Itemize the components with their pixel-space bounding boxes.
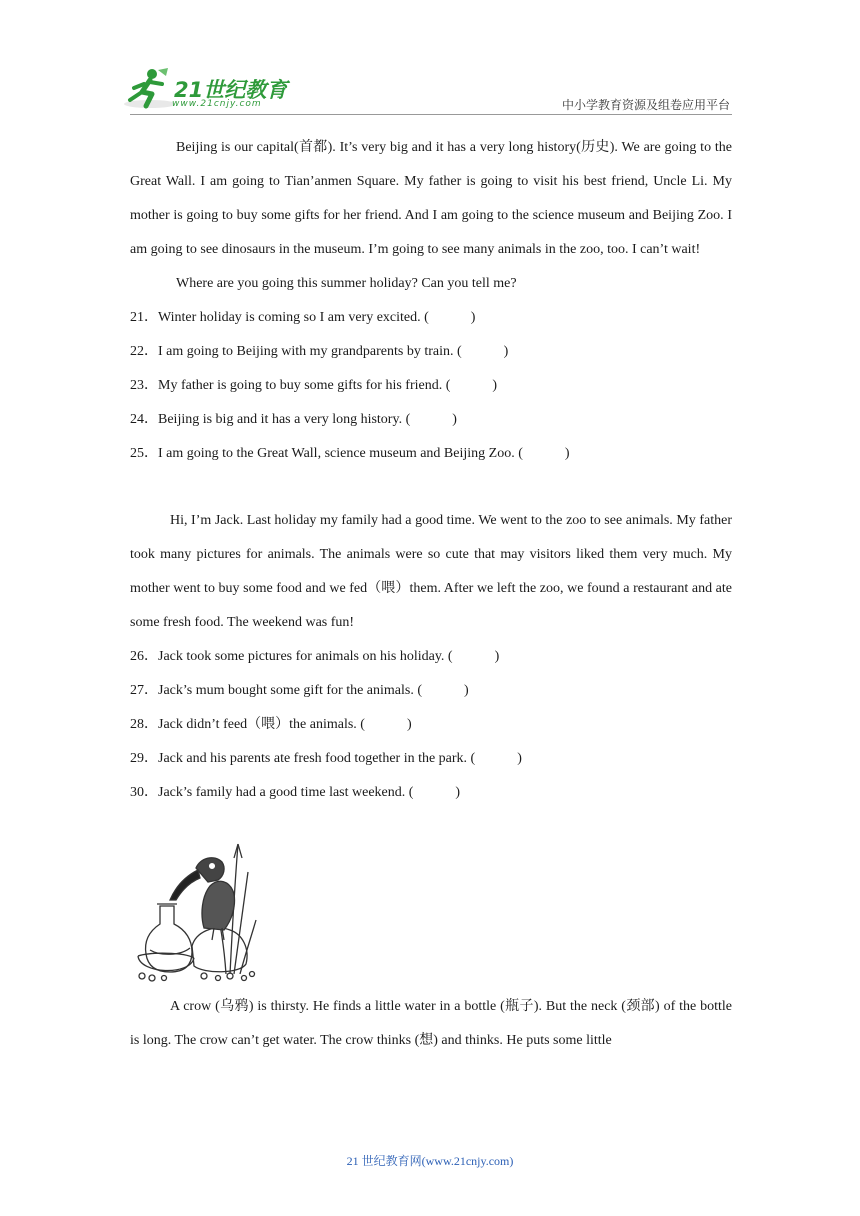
page-header bbox=[0, 0, 860, 120]
runner-logo-icon bbox=[122, 66, 174, 114]
page-footer[interactable]: 21 世纪教育网(www.21cnjy.com) bbox=[346, 1154, 514, 1168]
header-divider bbox=[130, 114, 732, 115]
passage-1-text: Beijing is our capital(首都). It’s very big and it has a very long history(历史). We are going to the Great Wall. I am going to Tian’anmen Square. My father is going to visit his best friend, Uncle Li. My mother is going to buy some gifts for her friend. And I am going to the science museum and Beijing Zoo. I am going to see dinosaurs in the museum. I’m going to see many animals in the zoo, too. I can’t wait! bbox=[130, 140, 732, 257]
question-29: 29．Jack and his parents ate fresh food together in the park. ( ) bbox=[130, 751, 522, 766]
question-22: 22．I am going to Beijing with my grandparents by train. ( ) bbox=[130, 344, 509, 359]
passage-3-text: A crow (乌鸦) is thirsty. He finds a little water in a bottle (瓶子). But the neck (颈部) of the bottle is long. The crow can’t get water. The crow thinks (想) and thinks. He puts some little bbox=[130, 999, 732, 1048]
passage-2-text: Hi, I’m Jack. Last holiday my family had a good time. We went to the zoo to see animals. My father took many pictures for animals. The animals were so cute that may visitors liked them very much. My mother went to buy some food and we fed（喂）them. After we left the zoo, we found a restaurant and ate some fresh food. The weekend was fun! bbox=[130, 513, 732, 630]
question-26: 26．Jack took some pictures for animals on his holiday. ( ) bbox=[130, 649, 500, 664]
question-25: 25．I am going to the Great Wall, science museum and Beijing Zoo. ( ) bbox=[130, 446, 570, 461]
crow-bottle-illustration bbox=[130, 824, 260, 984]
question-27: 27．Jack’s mum bought some gift for the animals. ( ) bbox=[130, 683, 469, 698]
section-gap bbox=[130, 471, 732, 504]
crow-and-bottle-image bbox=[130, 824, 260, 984]
site-logo[interactable] bbox=[122, 66, 292, 114]
question-28: 28．Jack didn’t feed（喂）the animals. ( ) bbox=[130, 717, 412, 732]
question-21: 21．Winter holiday is coming so I am very excited. ( ) bbox=[130, 310, 476, 325]
document-body bbox=[130, 131, 732, 1058]
logo-text: 21世纪教育 bbox=[174, 78, 288, 102]
question-23: 23．My father is going to buy some gifts for his friend. ( ) bbox=[130, 378, 498, 393]
header-platform-text: 中小学教育资源及组卷应用平台 bbox=[561, 98, 730, 112]
question-30: 30．Jack’s family had a good time last weekend. ( ) bbox=[130, 785, 461, 800]
passage-1-closing: Where are you going this summer holiday? Can you tell me? bbox=[176, 276, 517, 291]
question-24: 24．Beijing is big and it has a very long history. ( ) bbox=[130, 412, 457, 427]
logo-url: www.21cnjy.com bbox=[172, 99, 262, 109]
